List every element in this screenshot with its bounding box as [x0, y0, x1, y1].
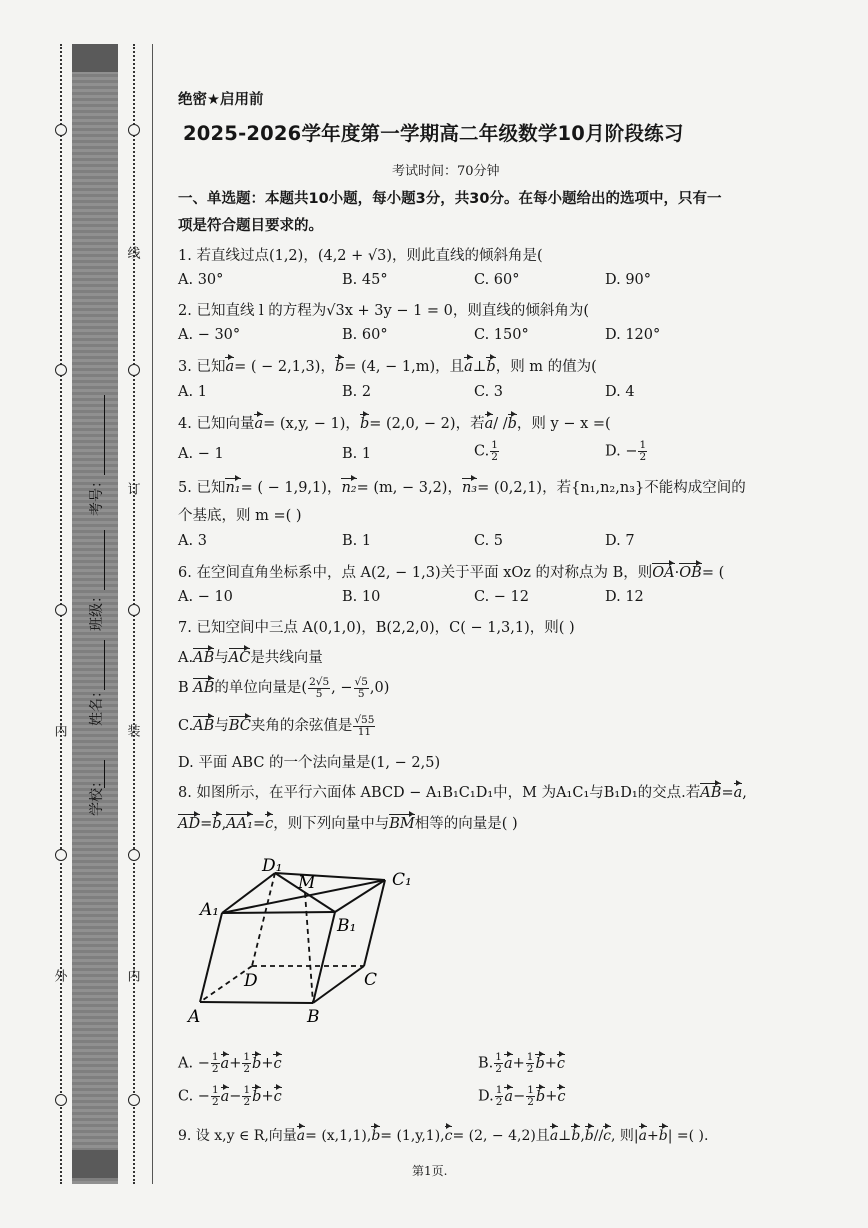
- label-m: M: [298, 873, 316, 893]
- binding-hole: [128, 604, 140, 616]
- vector-a-icon: a: [484, 416, 494, 432]
- field-school-label: 学校：: [89, 774, 105, 816]
- q6-option-b: B. 10: [342, 589, 381, 605]
- inner-mark-xian: 线: [127, 246, 141, 262]
- vector-b-icon: b: [371, 1128, 381, 1144]
- vector-a-icon: a: [503, 1055, 513, 1072]
- q4-option-d: D. − $\frac{1}{2}$: [605, 439, 647, 463]
- q1-stem: 1. 若直线过点(1,2)，(4,2 + √3)，则此直线的倾斜角是(: [178, 248, 543, 264]
- fraction-half: $\frac{1}{2}$: [491, 439, 498, 463]
- page-number: 第1页.: [412, 1164, 448, 1178]
- q8-option-d: D. $\frac{1}{2}$ a− $\frac{1}{2}$ b+c: [478, 1084, 566, 1108]
- vector-ob-icon: OB: [679, 565, 702, 581]
- vector-a-icon: a: [220, 1088, 230, 1105]
- vector-b-icon: b: [535, 1088, 546, 1105]
- q4-option-b: B. 1: [342, 446, 372, 462]
- section-intro-line1: 一、单选题：本题共10小题，每小题3分，共30分。在每小题给出的选项中，只有一: [178, 191, 722, 207]
- field-school-line[interactable]: [104, 760, 105, 788]
- fraction-half: $\frac{1}{2}$: [495, 1051, 502, 1075]
- q2-option-a: A. − 30°: [178, 327, 241, 343]
- vector-a-icon: a: [549, 1128, 559, 1144]
- vector-b-icon: b: [507, 416, 517, 432]
- fraction-half: $\frac{1}{2}$: [639, 439, 647, 463]
- binding-hole: [128, 849, 140, 861]
- field-name-label: 姓名：: [89, 684, 105, 726]
- q9-stem: 9. 设 x,y ∈ R,向量a= (x,1,1),b= (1,y,1),c= (2, − 4,2)且a⊥b,b//c, 则|a+b| =( ).: [178, 1128, 709, 1144]
- vector-a-icon: a: [504, 1088, 514, 1105]
- vector-ab-icon: AB: [700, 785, 722, 801]
- q8-option-c: C. − $\frac{1}{2}$ a− $\frac{1}{2}$ b+c: [178, 1084, 282, 1108]
- q6-stem: 6. 在空间直角坐标系中，点 A(2, − 1,3)关于平面 xOz 的对称点为 B，则OA·OB= (: [178, 565, 725, 581]
- vector-b-icon: b: [252, 1088, 262, 1105]
- vector-c-icon: c: [273, 1055, 282, 1072]
- binding-hole: [128, 364, 140, 376]
- fraction-half: $\frac{1}{2}$: [211, 1051, 219, 1075]
- label-b1: B₁: [337, 916, 357, 936]
- outer-mark-nei: 内: [54, 724, 68, 740]
- label-d: D: [244, 971, 258, 991]
- fraction-half: $\frac{1}{2}$: [526, 1051, 534, 1075]
- binding-hole: [55, 364, 67, 376]
- label-d1: D₁: [262, 856, 283, 876]
- q6-option-a: A. − 10: [178, 589, 233, 605]
- vector-aa1-icon: AA₁: [226, 816, 253, 832]
- vector-n1-icon: n₁: [225, 480, 241, 496]
- binding-hole: [128, 124, 140, 136]
- field-name-line[interactable]: [104, 640, 105, 690]
- fraction: $\frac{√55}{11}$: [354, 713, 375, 738]
- inner-mark-zhuang: 装: [127, 724, 141, 740]
- vector-c-icon: c: [556, 1055, 566, 1072]
- vector-a-icon: a: [220, 1055, 230, 1072]
- q2-option-d: D. 120°: [605, 327, 661, 343]
- vector-bm-icon: BM: [389, 816, 415, 832]
- vector-b-icon: b: [359, 416, 370, 432]
- q4-option-c: C. $\frac{1}{2}$: [474, 439, 498, 463]
- binding-strip-top: [72, 44, 118, 72]
- q7-option-c: C.AB与BC夹角的余弦值是 $\frac{√55}{11}$: [178, 713, 375, 738]
- q7-stem: 7. 已知空间中三点 A(0,1,0)，B(2,2,0)，C( − 1,3,1)，则( ): [178, 620, 575, 636]
- q3-option-a: A. 1: [178, 384, 207, 400]
- vector-b-icon: b: [584, 1128, 594, 1144]
- q8-stem-line1: 8. 如图所示，在平行六面体 ABCD − A₁B₁C₁D₁中，M 为A₁C₁与B₁D₁的交点.若AB=a,: [178, 785, 747, 801]
- label-c1: C₁: [392, 870, 412, 890]
- vector-ac-icon: AC: [228, 650, 251, 666]
- fraction-half: $\frac{1}{2}$: [243, 1051, 251, 1075]
- vector-b-icon: b: [212, 816, 222, 832]
- vector-b-icon: b: [658, 1128, 668, 1144]
- vector-c-icon: c: [273, 1088, 282, 1105]
- fraction-half: $\frac{1}{2}$: [243, 1084, 251, 1108]
- inner-mark-nei: 内: [127, 969, 141, 985]
- vector-c-icon: c: [265, 816, 274, 832]
- vector-b-icon: b: [535, 1055, 545, 1072]
- vector-c-icon: c: [603, 1128, 612, 1144]
- vector-ab-icon: AB: [193, 718, 215, 734]
- q1-option-a: A. 30°: [178, 272, 224, 288]
- q7-option-b: B AB的单位向量是( $\frac{2√5}{5}$ , − $\frac{√5}{5}$ ,0): [178, 675, 390, 700]
- vector-bc-icon: BC: [228, 718, 251, 734]
- q1-option-d: D. 90°: [605, 272, 652, 288]
- q1-option-c: C. 60°: [474, 272, 520, 288]
- q4-stem: 4. 已知向量a= (x,y, − 1)，b= (2,0, − 2)，若a/ /b，则 y − x =(: [178, 416, 611, 432]
- label-a: A: [188, 1007, 201, 1027]
- vector-c-icon: c: [557, 1088, 566, 1105]
- q4-option-a: A. − 1: [178, 446, 224, 462]
- q3-option-c: C. 3: [474, 384, 504, 400]
- secret-label: 绝密★启用前: [178, 92, 264, 108]
- vector-b-icon: b: [252, 1055, 262, 1072]
- vector-n3-icon: n₃: [461, 480, 478, 496]
- q3-option-d: D. 4: [605, 384, 635, 400]
- vector-a-icon: a: [464, 359, 473, 375]
- binding-hole: [55, 849, 67, 861]
- vector-a-icon: a: [638, 1128, 647, 1144]
- vector-a-icon: a: [225, 359, 235, 375]
- parallelepiped-figure: [180, 845, 420, 1030]
- q5-stem-line2: 个基底，则 m =( ): [178, 508, 302, 524]
- binding-hole: [55, 124, 67, 136]
- field-class-label: 班级：: [89, 589, 105, 631]
- q5-option-c: C. 5: [474, 533, 504, 549]
- q2-option-b: B. 60°: [342, 327, 388, 343]
- q3-stem: 3. 已知a= ( − 2,1,3)，b= (4, − 1,m)，且a⊥b，则 m 的值为(: [178, 359, 597, 375]
- binding-hole: [55, 1094, 67, 1106]
- vector-ad-icon: AD: [178, 816, 201, 832]
- q5-option-d: D. 7: [605, 533, 635, 549]
- outer-mark-wai: 外: [54, 969, 68, 985]
- vector-a-icon: a: [733, 785, 743, 801]
- q2-option-c: C. 150°: [474, 327, 529, 343]
- page-title: 2025-2026学年度第一学期高二年级数学10月阶段练习: [183, 122, 684, 145]
- q2-stem: 2. 已知直线 l 的方程为√3x + 3y − 1 = 0，则直线的倾斜角为(: [178, 303, 590, 319]
- vector-b-icon: b: [334, 359, 345, 375]
- fraction-half: $\frac{1}{2}$: [211, 1084, 219, 1108]
- vector-a-icon: a: [296, 1128, 306, 1144]
- vector-n2-icon: n₂: [341, 480, 357, 496]
- q7-option-a: A.AB与AC是共线向量: [178, 650, 323, 666]
- fraction-half: $\frac{1}{2}$: [527, 1084, 534, 1108]
- vector-ab-icon: AB: [193, 650, 215, 666]
- field-id-label: 考号：: [89, 474, 105, 516]
- fraction: $\frac{√5}{5}$: [354, 675, 368, 700]
- fraction-half: $\frac{1}{2}$: [495, 1084, 503, 1108]
- q8-stem-line2: AD=b,AA₁=c，则下列向量中与BM相等的向量是( ): [178, 816, 518, 832]
- q5-option-a: A. 3: [178, 533, 207, 549]
- q6-option-d: D. 12: [605, 589, 644, 605]
- q8-option-b: B. $\frac{1}{2}$ a+ $\frac{1}{2}$ b+c: [478, 1051, 566, 1075]
- q3-option-b: B. 2: [342, 384, 372, 400]
- section-intro-line2: 项是符合题目要求的。: [178, 218, 323, 234]
- fraction: $\frac{2√5}{5}$: [309, 675, 330, 700]
- q5-stem: 5. 已知n₁= ( − 1,9,1)，n₂= (m, − 3,2)，n₃= (0,2,1)，若{n₁,n₂,n₃}不能构成空间的: [178, 480, 746, 496]
- q1-option-b: B. 45°: [342, 272, 388, 288]
- margin-rule: [152, 44, 153, 1184]
- vector-a-icon: a: [254, 416, 264, 432]
- binding-strip-bottom: [72, 1150, 118, 1178]
- vector-b-icon: b: [571, 1128, 581, 1144]
- inner-mark-ding: 订: [127, 482, 141, 498]
- q6-option-c: C. − 12: [474, 589, 530, 605]
- q8-option-a: A. − $\frac{1}{2}$ a+ $\frac{1}{2}$ b+c: [178, 1051, 282, 1075]
- vector-b-icon: b: [486, 359, 496, 375]
- vector-oa-icon: OA: [652, 565, 675, 581]
- label-b: B: [307, 1007, 320, 1027]
- label-c: C: [364, 970, 378, 990]
- label-a1: A₁: [200, 900, 220, 920]
- field-class-line[interactable]: [104, 530, 105, 590]
- field-id-line[interactable]: [104, 395, 105, 475]
- vector-ab-icon: AB: [193, 680, 215, 696]
- binding-hole: [55, 604, 67, 616]
- exam-time: 考试时间：70分钟: [392, 164, 500, 179]
- q5-option-b: B. 1: [342, 533, 372, 549]
- binding-hole: [128, 1094, 140, 1106]
- q7-option-d: D. 平面 ABC 的一个法向量是(1, − 2,5): [178, 755, 441, 771]
- vector-c-icon: c: [444, 1128, 453, 1144]
